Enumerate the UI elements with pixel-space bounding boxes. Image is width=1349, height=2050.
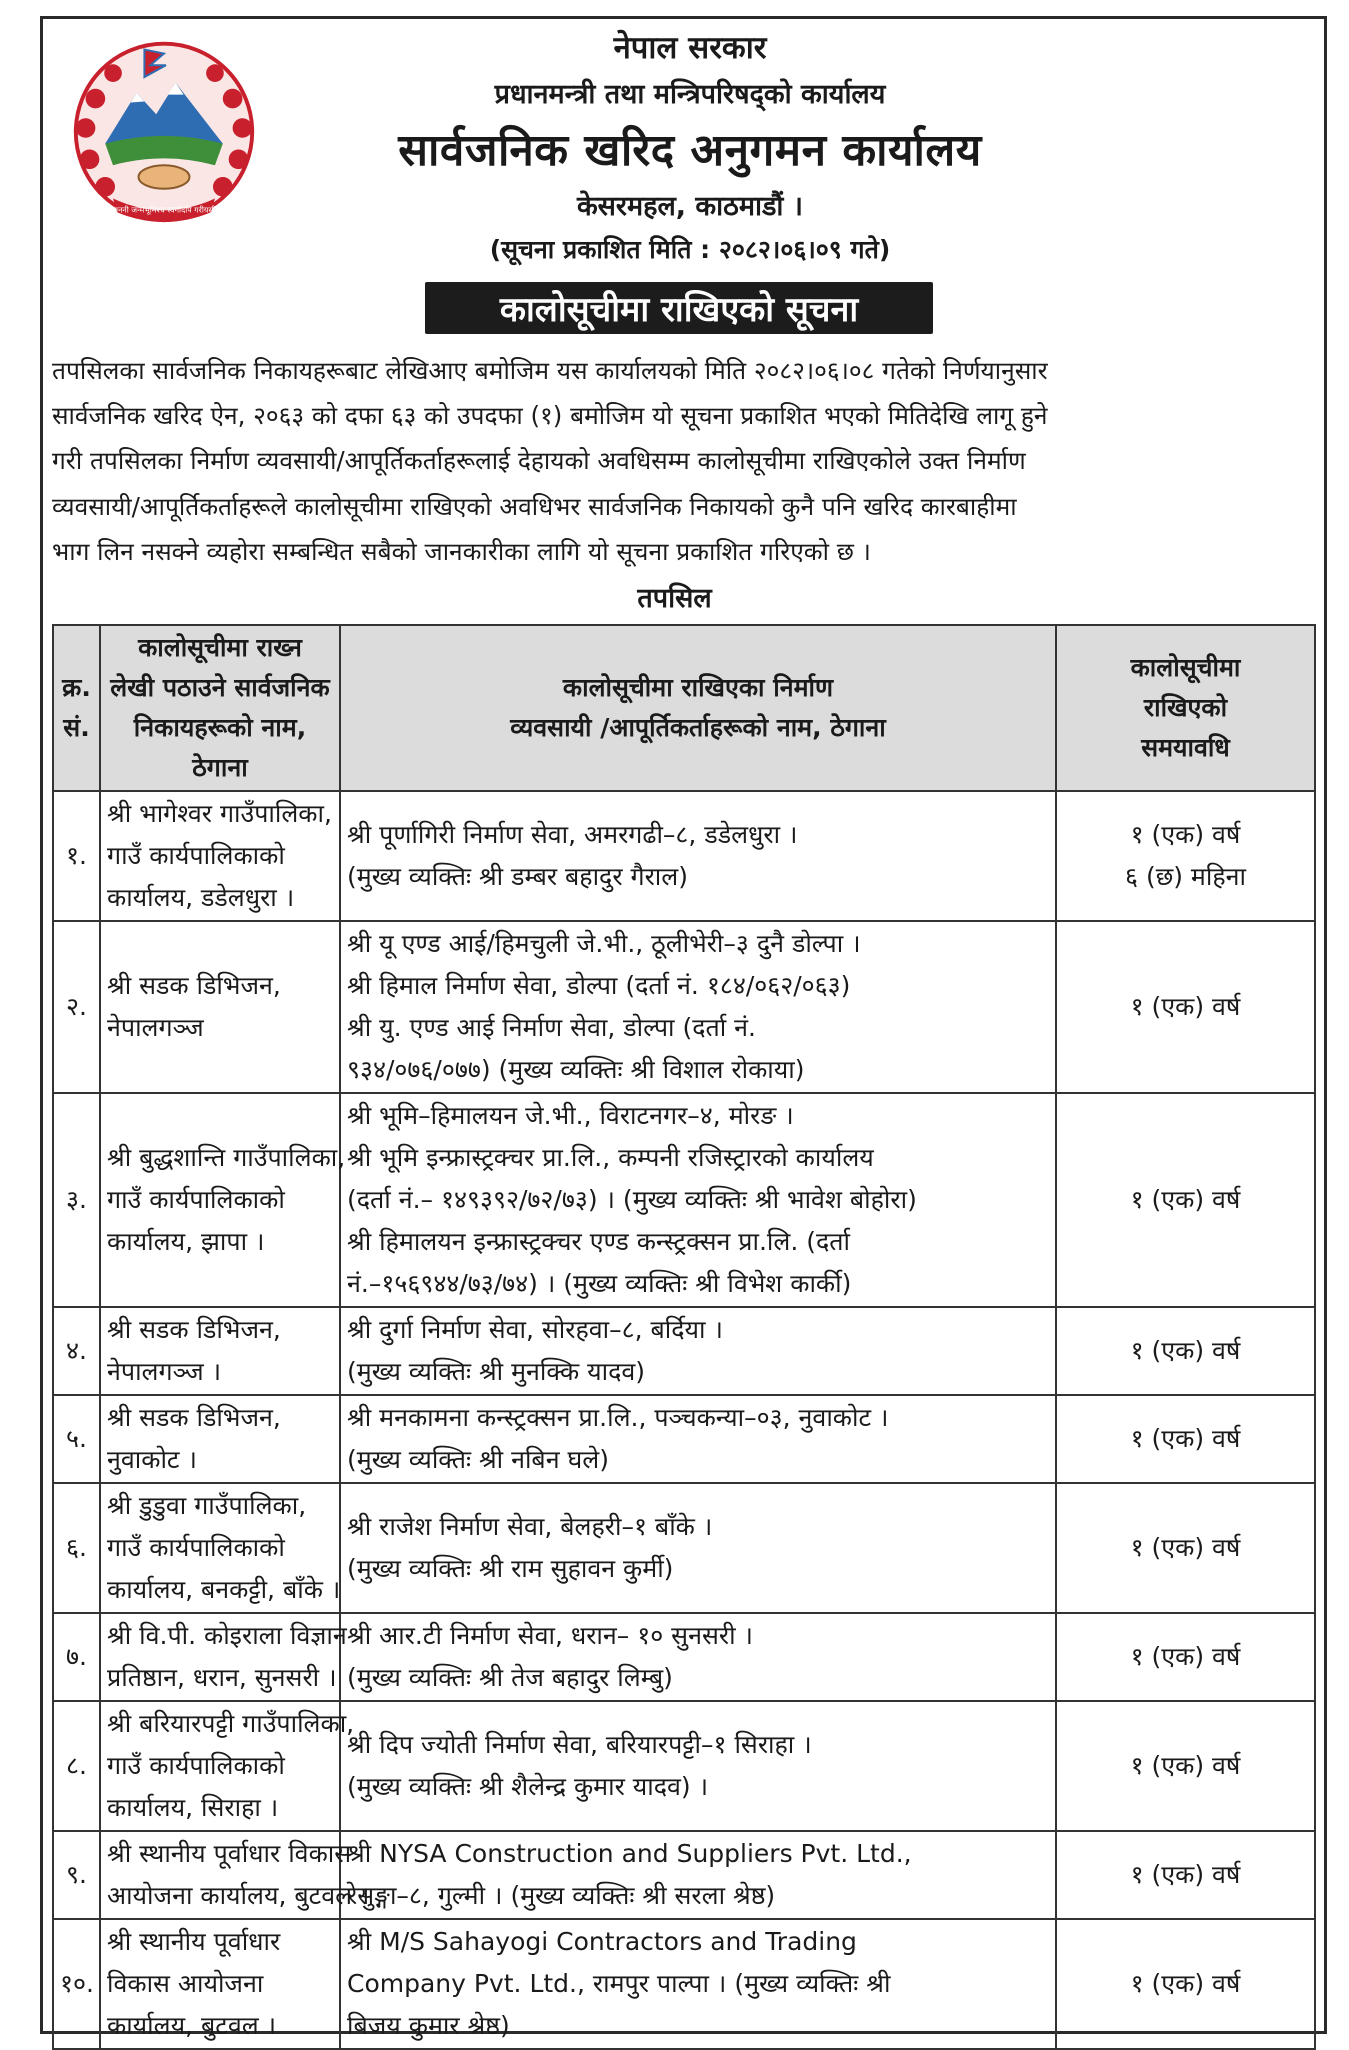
row-entity: श्री डुडुवा गाउँपालिका, गाउँ कार्यपालिकाको कार्यालय, बनकट्टी, बाँके । <box>100 1483 340 1613</box>
header-publish-date: (सूचना प्रकाशित मिति : २०८२।०६।०९ गते) <box>489 235 891 264</box>
nepal-emblem <box>66 30 262 226</box>
row-firm: श्री आर.टी निर्माण सेवा, धरान– १० सुनसरी । (मुख्य व्यक्तिः श्री तेज बहादुर लिम्बु) <box>340 1613 1056 1701</box>
row-duration: १ (एक) वर्ष <box>1056 921 1315 1093</box>
row-firm: श्री M/S Sahayogi Contractors and Trading Company Pvt. Ltd., रामपुर पाल्पा । (मुख्य व्यक्तिः श्री बिजय कुमार श्रेष्ठ) <box>340 1919 1056 2049</box>
row-firm: श्री पूर्णागिरी निर्माण सेवा, अमरगढी–८, डडेलधुरा । (मुख्य व्यक्तिः श्री डम्बर बहादुर गैराल) <box>340 791 1056 921</box>
row-serial: १. <box>53 791 100 921</box>
table-row <box>53 791 1315 921</box>
column-header-entity: कालोसूचीमा राख्न लेखी पठाउने सार्वजनिक निकायहरूको नाम, ठेगाना <box>100 625 340 791</box>
row-entity: श्री स्थानीय पूर्वाधार विकास आयोजना कार्यालय, बुटवल । <box>100 1919 340 2049</box>
row-serial: ९. <box>53 1831 100 1919</box>
header-government: नेपाल सरकार <box>613 30 767 66</box>
row-entity: श्री बुद्धशान्ति गाउँपालिका, गाउँ कार्यपालिकाको कार्यालय, झापा । <box>100 1093 340 1307</box>
intro-line: सार्वजनिक खरिद ऐन, २०६३ को दफा ६३ को उपदफा (१) बमोजिम यो सूचना प्रकाशित भएको मितिदेखि लागू हुने <box>52 401 1048 431</box>
column-header-duration: कालोसूचीमा राखिएको समयावधि <box>1056 625 1315 791</box>
row-duration: १ (एक) वर्ष <box>1056 1093 1315 1307</box>
column-header-firm: कालोसूचीमा राखिएका निर्माण व्यवसायी /आपूर्तिकर्ताहरूको नाम, ठेगाना <box>340 625 1056 791</box>
row-firm: श्री मनकामना कन्स्ट्रक्सन प्रा.लि., पञ्चकन्या–०३, नुवाकोट । (मुख्य व्यक्तिः श्री नबिन घले) <box>340 1395 1056 1483</box>
row-serial: ४. <box>53 1307 100 1395</box>
row-firm: श्री NYSA Construction and Suppliers Pvt. Ltd., रेसुङ्गा–८, गुल्मी । (मुख्य व्यक्तिः श्री सरला श्रेष्ठ) <box>340 1831 1056 1919</box>
header-address: केसरमहल, काठमाडौं । <box>576 191 804 222</box>
row-firm: श्री दुर्गा निर्माण सेवा, सोरहवा–८, बर्दिया । (मुख्य व्यक्तिः श्री मुनक्कि यादव) <box>340 1307 1056 1395</box>
row-firm: श्री राजेश निर्माण सेवा, बेलहरी–१ बाँके । (मुख्य व्यक्तिः श्री राम सुहावन कुर्मी) <box>340 1483 1056 1613</box>
row-entity: श्री सडक डिभिजन, नेपालगञ्ज <box>100 921 340 1093</box>
row-duration: १ (एक) वर्ष <box>1056 1701 1315 1831</box>
row-serial: १०. <box>53 1919 100 2049</box>
intro-line: तपसिलका सार्वजनिक निकायहरूबाट लेखिआए बमोजिम यस कार्यालयको मिति २०८२।०६।०८ गतेको निर्णयानुसार <box>52 356 1048 385</box>
row-entity: श्री सडक डिभिजन, नेपालगञ्ज । <box>100 1307 340 1395</box>
table-row <box>53 1701 1315 1831</box>
table-row <box>53 921 1315 1093</box>
row-firm: श्री दिप ज्योती निर्माण सेवा, बरियारपट्टी–१ सिराहा । (मुख्य व्यक्तिः श्री शैलेन्द्र कुमार यादव) । <box>340 1701 1056 1831</box>
row-serial: ६. <box>53 1483 100 1613</box>
row-firm: श्री यू एण्ड आई/हिमचुली जे.भी., ठूलीभेरी–३ दुनै डोल्पा । श्री हिमाल निर्माण सेवा, डोल्पा (दर्ता नं. १८४/०६२/०६३) श्री यु. एण्ड आई निर्माण सेवा, डोल्पा (दर्ता नं. ९३४/०७६/०७७) (मुख्य व्यक्तिः श्री विशाल रोकाया) <box>340 921 1056 1093</box>
table-header-row <box>53 625 1315 791</box>
table-caption: तपसिल <box>637 583 712 614</box>
row-duration: १ (एक) वर्ष <box>1056 1307 1315 1395</box>
emblem-motto: जननी जन्मभूमिश्च स्वर्गादपि गरीयसी <box>112 205 216 215</box>
table-row <box>53 1919 1315 2049</box>
table-body <box>53 791 1315 2049</box>
row-entity: श्री सडक डिभिजन, नुवाकोट । <box>100 1395 340 1483</box>
row-firm: श्री भूमि–हिमालयन जे.भी., विराटनगर–४, मोरङ । श्री भूमि इन्फ्रास्ट्रक्चर प्रा.लि., कम्पनी रजिस्ट्रारको कार्यालय (दर्ता नं.– १४९३९२/७२/७३) । (मुख्य व्यक्तिः श्री भावेश बोहोरा) श्री हिमालयन इन्फ्रास्ट्रक्चर एण्ड कन्स्ट्रक्सन प्रा.लि. (दर्ता नं.–१५६९४४/७३/७४) । (मुख्य व्यक्तिः श्री विभेश कार्की) <box>340 1093 1056 1307</box>
intro-line: भाग लिन नसक्ने व्यहोरा सम्बन्धित सबैको जानकारीका लागि यो सूचना प्रकाशित गरिएको छ । <box>52 536 871 566</box>
row-entity: श्री भागेश्वर गाउँपालिका, गाउँ कार्यपालिकाको कार्यालय, डडेलधुरा । <box>100 791 340 921</box>
row-serial: ३. <box>53 1093 100 1307</box>
row-serial: ७. <box>53 1613 100 1701</box>
row-entity: श्री स्थानीय पूर्वाधार विकास आयोजना कार्यालय, बुटवल । <box>100 1831 340 1919</box>
column-header-sn: क्र. सं. <box>53 625 100 791</box>
row-serial: ८. <box>53 1701 100 1831</box>
header-ministry: प्रधानमन्त्री तथा मन्त्रिपरिषद्को कार्यालय <box>494 79 886 110</box>
row-serial: ५. <box>53 1395 100 1483</box>
row-entity: श्री वि.पी. कोइराला विज्ञान प्रतिष्ठान, धरान, सुनसरी । <box>100 1613 340 1701</box>
row-duration: १ (एक) वर्ष <box>1056 1483 1315 1613</box>
row-serial: २. <box>53 921 100 1093</box>
row-duration: १ (एक) वर्ष ६ (छ) महिना <box>1056 791 1315 921</box>
row-duration: १ (एक) वर्ष <box>1056 1613 1315 1701</box>
table-row <box>53 1613 1315 1701</box>
notice-title: कालोसूचीमा राखिएको सूचना <box>425 282 933 334</box>
table-row <box>53 1831 1315 1919</box>
row-duration: १ (एक) वर्ष <box>1056 1919 1315 2049</box>
row-entity: श्री बरियारपट्टी गाउँपालिका, गाउँ कार्यपालिकाको कार्यालय, सिराहा । <box>100 1701 340 1831</box>
intro-paragraph <box>52 348 1314 574</box>
table-row <box>53 1483 1315 1613</box>
table-row <box>53 1395 1315 1483</box>
blacklist-table <box>52 624 1316 2050</box>
header-office-name: सार्वजनिक खरिद अनुगमन कार्यालय <box>398 125 982 176</box>
row-duration: १ (एक) वर्ष <box>1056 1831 1315 1919</box>
intro-line: गरी तपसिलका निर्माण व्यवसायी/आपूर्तिकर्ताहरूलाई देहायको अवधिसम्म कालोसूचीमा राखिएकोले उक्त निर्माण <box>52 446 1026 476</box>
table-row <box>53 1093 1315 1307</box>
intro-line: व्यवसायी/आपूर्तिकर्ताहरूले कालोसूचीमा राखिएको अवधिभर सार्वजनिक निकायको कुनै पनि खरिद कारबाहीमा <box>52 491 1017 521</box>
table-row <box>53 1307 1315 1395</box>
row-duration: १ (एक) वर्ष <box>1056 1395 1315 1483</box>
